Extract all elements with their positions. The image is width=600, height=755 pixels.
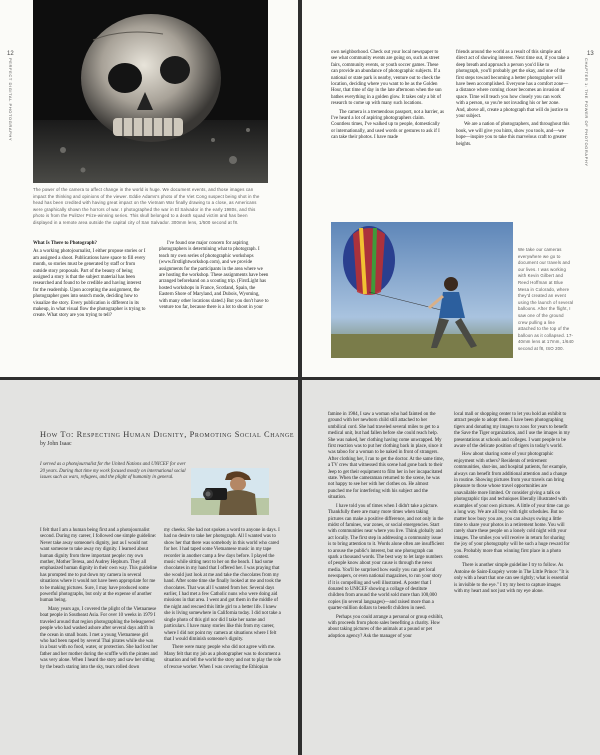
balloon-caption: We take our cameras everywhere we go to document our travels and our lives. I was working with Kevin Gilbert and Reed Hoffman at Blue Mesa in Colorado, where they'd created an event using the launch of several balloons. After the flight, I saw one of the ground crew pulling a line attached to the top of the balloon as it collapsed. 17-40mm lens at 17mm, 1/640 second at f8, ISO 200. <box>518 247 574 351</box>
paragraph: own neighborhood. Check out your local newspaper to see what community events are going on, such as street fairs, community events, or youth soccer games. These can provide an abundance of photographic subjects. If a national or state park is nearby, venture out to check the location, deciding where you want to be as the Golden Hour, that time of day in the late afternoon when the sun bathes everything in a golden glow. It takes only a bit of research to come up with many such locations. <box>331 50 442 107</box>
paragraph: As a working photojournalist, I either propose stories or I am assigned a shoot. Publications have space to fill every month, so stories must be generated by staff or from outside story proposals. Part of the beauty of being assigned a story is that the subject material has been researched and found to be credible and having interest for the readership. Upon accepting the assignment, the photographer goes into search mode, deciding how to visualize the story. Every publication is different in its makeup, in what visual flow the photographer is trying to create. What story are you trying to tell? <box>33 249 146 319</box>
portrait-image <box>191 468 269 515</box>
article-title: How To: Respecting Human Dignity, Promoting Social Change <box>40 430 295 439</box>
paragraph: How about sharing some of your photographic enjoyment with others? Residents of retirement communities, shut-ins, and hospital patients, for example, always can benefit from additional attention and a change in routine. Showing pictures from your travels can bring pleasure to those whose travel opportunities are unavailable more limited. Or consider giving a talk on photographic tips and techniques liberally illustrated with examples of your own pictures. A little of your time can go a long way. We are all busy with tight schedules. But no matter how busy you are, you can always swing a little time to share your photos in a retirement home. You will rarely share these people on a lonely cold night with your images. The smiles you will receive in return for sharing the joy of your photography will be such a huge reward for you. Probably more than winning first place in a photo contest. <box>454 452 570 560</box>
article-column-3 <box>328 412 444 642</box>
article-column-1 <box>40 528 158 673</box>
paragraph: We are a nation of photographers, and throughout this book, we will give you hints, show you tools, and—we hope—inspire you to take this marvelous craft to greater heights. <box>456 122 570 147</box>
paragraph: my cheeks. She had not spoken a word to anyone in days. I had no desire to take her photograph. All I wanted was to show her that there was somebody in this world who cared for her. I had taped some Vietnamese music in my tape recorder in another camp a few days before. I played the music while sitting next to her on the beach. I had some chocolates in my hand that I offered her. I was praying that she would just look at me and take the chocolates from my hand. After some time she finally looked at me and took the chocolates. That was all I wanted from her. Several days earlier, I had met a few Catholic nuns who were doing aid missions in that area. I went and got them in the middle of the night and rescued this little girl to a better life. I knew she is living somewhere in California today. I did not take a single photo of this girl nor did I take her name and particulars. I have many stories like this from my career, where I did not point my camera at situations where I felt that I would diminish someone's dignity. <box>164 528 282 642</box>
paragraph: friends around the world as a result of this simple and direct act of showing interest. Next time out, if you take a deep breath and approach a person you'd like to photograph, you'll probably get the okay, and one of the first steps toward becoming a better photographer will have been accomplished. Everyone has a comfort zone—a distance where coming closer becomes an invasion of space. Time will teach you how closely you can work with a person, so you're not invading his or her zone. And, above all, create a photograph that will do justice to your subject. <box>456 50 569 120</box>
page-number-left: 12 <box>7 51 14 57</box>
article-column-2 <box>164 528 282 673</box>
skull-image <box>33 0 268 183</box>
skull-caption: The power of the camera to affect change in the world is huge. We document events, and those images can impact the thinking and opinions of the viewer. Eddie Adams's photo of the Viet Cong suspect being shot in the head has been credited with having great impact on the Vietnam War finally drawing to a close, as Americans were graphically shown the horrors of war. I photographed the war in El Salvador in the early 1980s, and this photo is from the Pulitzer Prize-winning series. This skull belonged to a death squad victim and has been displayed in a remote area outside the capital city of San Salvador. 300mm lens, 1/500 second at f8. <box>33 187 260 225</box>
paragraph: famine in 1984, I saw a woman who had fainted on the ground with her newborn child still attached to her umbilical cord. She had traveled several miles to get to a medical unit, but had fallen before she could reach help. She was naked, her clothing having come unwrapped. My first reaction was to put her clothing back in place, since it was taboo for a woman to be naked in front of strangers. After clothing her, I ran to get the doctor. At the same time, a TV crew that witnessed this scene had gone back to their Jeep to get their equipment to film her in her incapacitated state. When the cameraman returned to the scene, he was not happy to see her with her clothes on. He almost punched me for interfering with his subject and the situation. <box>328 412 444 501</box>
skull-photo <box>33 0 268 183</box>
page-number-right: 13 <box>587 51 594 57</box>
paragraph: Many years ago, I covered the plight of the Vietnamese boat people in Southeast Asia. For over 10 weeks in 1979 I traveled around that region photographing the beleaguered people who had washed ashore after several days adrift in the ocean in small boats. I met a young Vietnamese girl who had been raped by several Thai pirates while she was in a boat with no food, water, or protection. She had lost her father and her mother during the scuffle with the pirates and was very alone. When I heard the story and saw her sitting by the beach staring into the sky, tears rolled down <box>40 606 158 670</box>
running-head-right: CHAPTER 1: THE POWER OF PHOTOGRAPHY <box>584 58 589 167</box>
paragraph: I have told you of times when I didn't take a picture. Thankfully there are many more times when taking pictures can make a positive difference, and not only in the midst of famines, war zones, or social emergencies. Start with communities near where you live. Think globally and act locally. The first step in addressing a community issue is to bring attention to it. Words alone often are insufficient to arouse the public's interest, but one photograph can spark a thousand words. The best way to let large numbers of people know about your cause is through the news media. You'll be surprised how easily you can get local newspapers, or even national magazines, to run your story if it is compelling and well illustrated. A poster that I donated to UNICEF showing a collage of destitute children from around the world sold more than 100,000 copies (in several languages)—and raised more than a quarter-million dollars to benefit children in need. <box>328 503 444 612</box>
paragraph: The camera is a tremendous passport, not a barrier, as I've heard a lot of aspiring photographers claim. Countless times, I've walked up to people, domestically or internationally, and used words or gestures to ask if I can take their photos. I have made <box>331 109 445 141</box>
page-right-top <box>302 0 600 377</box>
left-top-column-1 <box>33 241 148 322</box>
paragraph: I've found one major concern for aspiring photographers is determining what to photograph. I teach my own series of photographic workshops (www.firstlightworkshop.com), and we provide assignments for the participants in the area where we are hosting the workshop. These assignments have been arranged beforehand on a scouting trip. (FirstLight has hosted workshops in France, Scotland, Spain, the Eastern Shore of Maryland, and Dubois, Wyoming, with many other locations slated.) But you don't have to venture too far, because there is a lot to shoot in your <box>159 241 269 311</box>
paragraph: local mall or shopping center to let you hold an exhibit to attract people to adopt them. I have been photographing tigers and donating my images to zoos for years to benefit the Save the Tiger organization, and I use the images in my presentations at schools and colleges. I want people to be aware of the delicate position of tigers in today's world. <box>454 412 570 450</box>
article-intro: I served as a photojournalist for the United Nations and UNICEF for over 20 years. During that time my work focused mostly on international social issues such as wars, refugees, and the plight of humanity in general. <box>40 462 186 481</box>
running-head-left: PERFECT DIGITAL PHOTOGRAPHY <box>8 58 13 142</box>
paragraph: There were many people who did not agree with me. Many felt that my job as a photographer was to document a situation and tell the world the story and not to play the role of rescue worker. When I was covering the Ethiopian <box>164 645 282 670</box>
balloon-image <box>331 222 513 358</box>
right-top-column-1 <box>331 50 445 144</box>
right-top-column-2 <box>456 50 570 150</box>
article-column-4 <box>454 412 570 597</box>
page-left-top <box>0 0 298 377</box>
balloon-photo <box>331 222 513 358</box>
section-heading: What Is There to Photograph? <box>33 241 97 246</box>
paragraph: Perhaps you could arrange a personal or group exhibit, with proceeds from photo sales benefiting a charity. How about taking pictures of the animals at a pound or pet adoption agency? Ask the manager of your <box>328 614 444 639</box>
left-top-column-2 <box>159 241 269 313</box>
article-byline: by John Isaac <box>40 441 72 447</box>
paragraph: There is another simple guideline I try to follow. As Antoine de Saint-Exupéry wrote in The Little Prince: "It is only with a heart that one can see rightly; what is essential is invisible to the eye." I try my best to capture images with my heart and not just with my eye alone. <box>454 563 569 594</box>
paragraph: I felt that I am a human being first and a photojournalist second. During my career, I followed one simple guideline: Never take away someone's dignity, just as I would not want someone to take away my dignity. I learned about human dignity from three important people: my own mother, Mother Teresa, and Audrey Hepburn. They all emphasized human dignity in their own way. This guideline has prompted me to put down my camera in several situations where it would not have been appropriate for me to be making pictures. Sure, I may have produced some powerful photographs, but only at the expense of another human being. <box>40 528 158 604</box>
photographer-portrait <box>191 468 269 515</box>
